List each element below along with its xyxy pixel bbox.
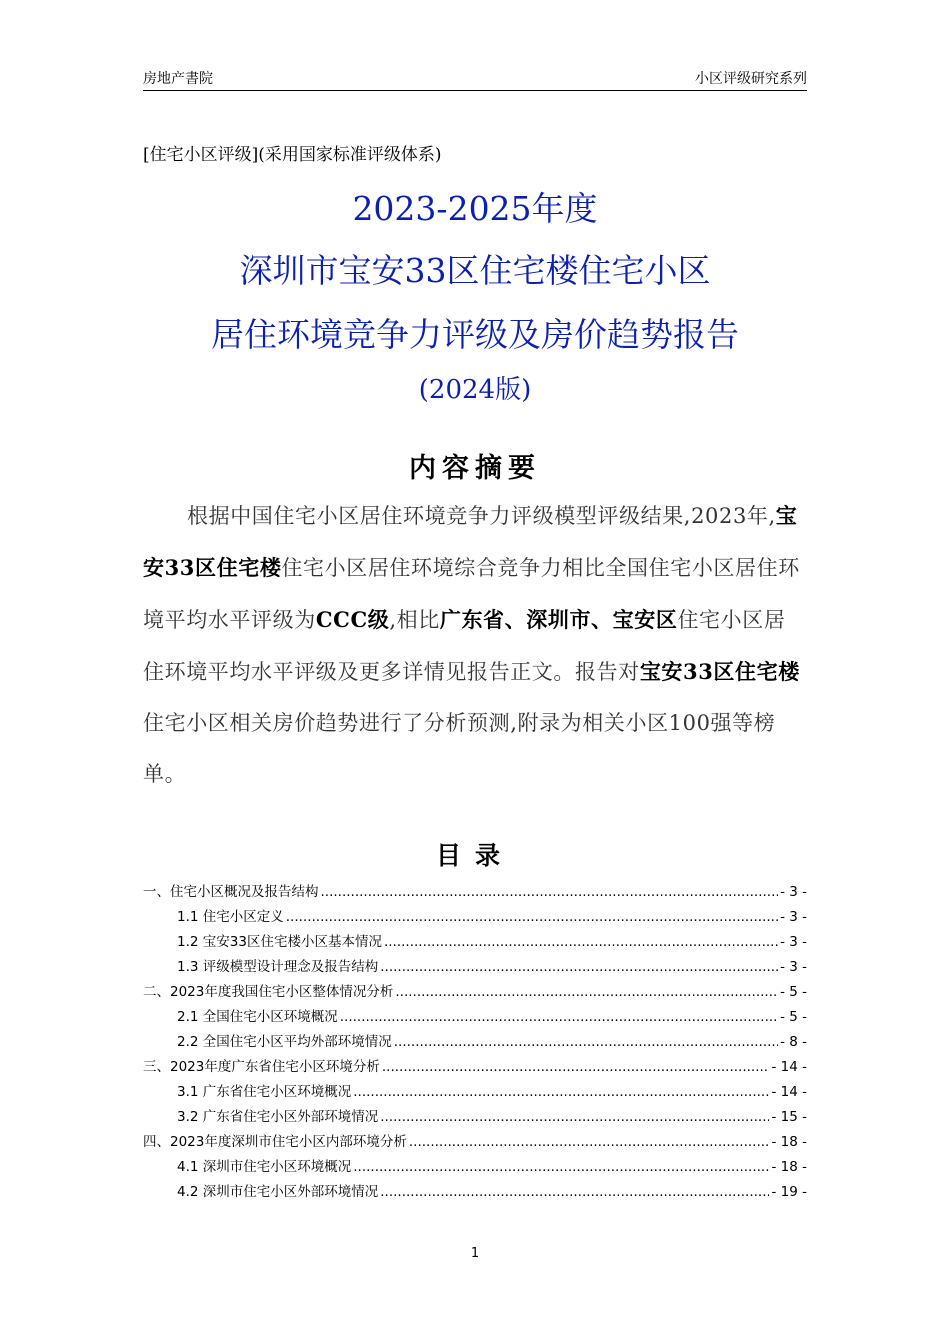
toc-entry-label: 1.1 住宅小区定义 <box>177 909 284 925</box>
toc-leader <box>380 1105 769 1130</box>
toc-leader <box>380 955 778 980</box>
abstract-text: 根据中国住宅小区居住环境竞争力评级模型评级结果,2023年, <box>187 504 776 528</box>
toc-leader <box>321 880 779 905</box>
toc-leader <box>340 1005 778 1030</box>
toc-entry-page: - 18 - <box>771 1134 807 1150</box>
report-category-tag: [住宅小区评级](采用国家标准评级体系) <box>143 145 442 165</box>
toc-entry[interactable] <box>143 1155 807 1180</box>
toc-entry-label: 四、2023年度深圳市住宅小区内部环境分析 <box>143 1134 407 1150</box>
toc-entry[interactable] <box>143 980 807 1005</box>
toc-entry-page: - 14 - <box>771 1059 807 1075</box>
toc-entry-page: - 14 - <box>771 1084 807 1100</box>
toc-entry[interactable] <box>143 880 807 905</box>
toc-entry[interactable] <box>143 905 807 930</box>
abstract-heading: 内容摘要 <box>409 453 541 484</box>
toc-leader <box>286 905 778 930</box>
toc-entry[interactable] <box>143 1080 807 1105</box>
abstract-body <box>143 490 807 800</box>
toc-entry-label: 2.1 全国住宅小区环境概况 <box>177 1009 338 1025</box>
toc-entry-page: - 5 - <box>780 1009 807 1025</box>
toc-heading: 目录 <box>435 841 514 870</box>
abstract-text: 住宅小区居住环境综合竞争力相比全国住宅小区居住环境平均水平评级为 <box>143 556 800 632</box>
toc-entry-page: - 3 - <box>780 959 807 975</box>
toc-entry[interactable] <box>143 1030 807 1055</box>
toc-entry-label: 3.1 广东省住宅小区环境概况 <box>177 1084 352 1100</box>
toc-entry[interactable] <box>143 1130 807 1155</box>
abstract-text: ,相比 <box>389 608 440 632</box>
toc-leader <box>409 1130 770 1155</box>
toc-leader <box>384 930 778 955</box>
toc-entry-label: 2.2 全国住宅小区平均外部环境情况 <box>177 1034 392 1050</box>
abstract-highlight: 广东省、深圳市、宝安区 <box>439 607 678 632</box>
toc-entry[interactable] <box>143 1055 807 1080</box>
header-series: 小区评级研究系列 <box>695 71 807 87</box>
page-number: 1 <box>470 1246 480 1261</box>
table-of-contents <box>143 880 807 1205</box>
header-publisher: 房地产書院 <box>143 71 213 87</box>
page-header <box>143 66 807 91</box>
toc-entry-page: - 3 - <box>780 909 807 925</box>
report-edition: (2024版) <box>418 375 532 405</box>
abstract-text: 住宅小区相关房价趋势进行了分析预测,附录为相关小区100强等榜单。 <box>143 711 776 786</box>
abstract-paragraph <box>143 490 807 800</box>
toc-leader <box>380 1180 769 1205</box>
toc-leader <box>394 1030 778 1055</box>
report-title-line-3: 居住环境竞争力评级及房价趋势报告 <box>211 315 739 354</box>
toc-entry[interactable] <box>143 1005 807 1030</box>
toc-entry-page: - 3 - <box>780 934 807 950</box>
toc-entry-label: 一、住宅小区概况及报告结构 <box>143 884 319 900</box>
toc-leader <box>353 1155 769 1180</box>
toc-entry-page: - 18 - <box>771 1159 807 1175</box>
toc-entry-label: 二、2023年度我国住宅小区整体情况分析 <box>143 984 394 1000</box>
abstract-rating: CCC级 <box>315 607 390 632</box>
toc-entry-label: 三、2023年度广东省住宅小区环境分析 <box>143 1059 380 1075</box>
toc-entry-label: 4.1 深圳市住宅小区环境概况 <box>177 1159 352 1175</box>
report-title-line-1: 2023-2025年度 <box>352 189 598 228</box>
toc-entry[interactable] <box>143 930 807 955</box>
abstract-text: 住宅小区居住环境平均水平评级及更多详情见报告正文。报告对 <box>143 608 786 684</box>
toc-entry[interactable] <box>143 955 807 980</box>
toc-entry-page: - 3 - <box>780 884 807 900</box>
toc-entry[interactable] <box>143 1180 807 1205</box>
toc-entry-page: - 15 - <box>771 1109 807 1125</box>
toc-entry-label: 1.3 评级模型设计理念及报告结构 <box>177 959 379 975</box>
toc-entry-page: - 5 - <box>780 984 807 1000</box>
toc-entry-label: 1.2 宝安33区住宅楼小区基本情况 <box>177 934 382 950</box>
report-title-line-2: 深圳市宝安33区住宅楼住宅小区 <box>239 251 711 290</box>
toc-entry-page: - 8 - <box>780 1034 807 1050</box>
toc-leader <box>353 1080 769 1105</box>
toc-entry-label: 3.2 广东省住宅小区外部环境情况 <box>177 1109 379 1125</box>
toc-entry-page: - 19 - <box>771 1184 807 1200</box>
toc-leader <box>382 1055 770 1080</box>
abstract-highlight: 宝安33区住宅楼 <box>143 503 798 580</box>
toc-leader <box>395 980 778 1005</box>
abstract-highlight: 宝安33区住宅楼 <box>639 659 800 684</box>
toc-entry-label: 4.2 深圳市住宅小区外部环境情况 <box>177 1184 379 1200</box>
toc-entry[interactable] <box>143 1105 807 1130</box>
